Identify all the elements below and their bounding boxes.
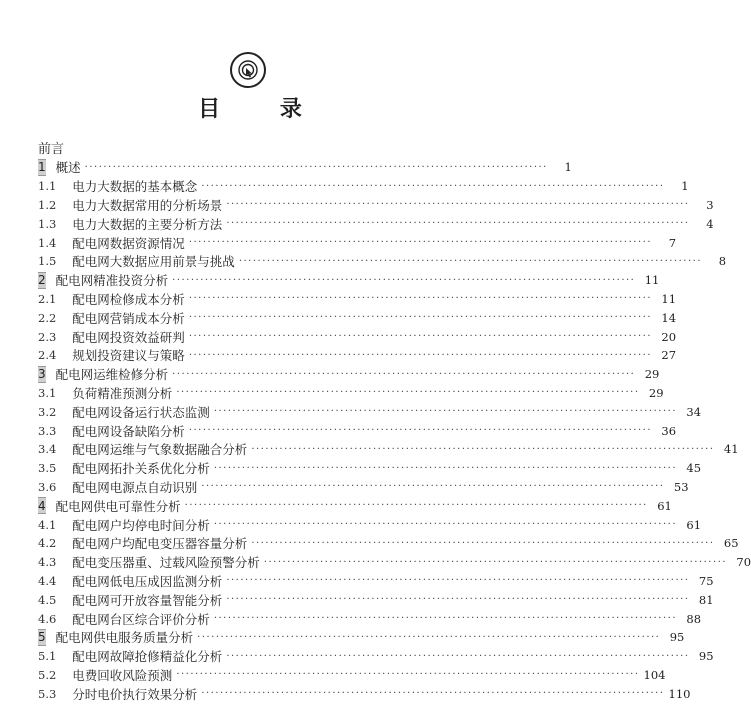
toc-entry-title: 配电网运维与气象数据融合分析 [72,442,248,458]
section-number: 4.5 [38,592,57,607]
toc-entry-title: 配电网营销成本分析 [72,310,185,326]
toc-entry-title: 配电网低电压成因监测分析 [72,573,223,589]
section-number: 4.4 [38,573,57,588]
toc-entry-title: 配电网大数据应用前景与挑战 [72,254,235,270]
toc-entry-title: 配电网设备缺陷分析 [72,423,185,439]
chapter-number: 1 [38,160,46,175]
toc-section-row[interactable] [38,327,677,346]
page-number: 81 [698,592,714,607]
toc-chapter-row[interactable] [38,365,660,384]
leader-dots: ··································································································· [226,575,690,587]
leader-dots: ··································································································· [188,237,653,249]
toc-entry-title: 配电网供电服务质量分析 [55,630,194,646]
toc-entry-title: 配电网精准投资分析 [55,273,169,289]
leader-dots: ··································································································· [176,387,640,399]
leader-dots: ··································································································· [263,556,728,568]
toc-section-row[interactable] [38,609,702,628]
section-number: 3.4 [38,442,57,457]
toc-entry-title: 配电网户均配电变压器容量分析 [72,536,248,552]
chapter-number: 5 [38,630,46,645]
toc-entry-title: 配电网故障抢修精益化分析 [72,649,223,665]
toc-entry-title: 配电网投资效益研判 [72,329,185,345]
section-number: 1.1 [38,179,57,194]
toc-section-row[interactable] [38,252,727,271]
page-number: 70 [736,555,751,570]
page-title: 目 录 [198,96,328,122]
section-number: 1.2 [38,197,57,212]
page-number: 3 [706,197,714,212]
toc-section-row[interactable] [38,440,739,459]
toc-section-row[interactable] [38,553,751,572]
chapter-number: 4 [38,498,46,513]
section-number: 5.3 [38,686,57,701]
leader-dots: ··································································································· [176,669,640,681]
leader-dots: ··································································································· [172,274,636,286]
page-number: 110 [668,686,691,701]
toc-chapter-row[interactable] [38,628,685,647]
toc-section-row[interactable] [38,177,689,196]
leader-dots: ··································································································· [226,650,690,662]
leader-dots: ··································································································· [251,443,715,455]
touch-logo-icon [230,52,266,88]
section-number: 5.2 [38,667,57,682]
toc-entry-title: 电力大数据常用的分析场景 [72,197,223,213]
leader-dots: ··································································································· [238,255,703,267]
toc-section-row[interactable] [38,478,689,497]
toc-section-row[interactable] [38,515,702,534]
page-number: 61 [686,517,702,532]
leader-dots: ··································································································· [251,537,715,549]
toc-section-row[interactable] [38,534,739,553]
toc-chapter-row[interactable] [38,496,672,515]
leader-dots: ··································································································· [213,519,678,531]
chapter-number: 3 [38,367,46,382]
toc-section-row[interactable] [38,233,677,252]
toc-section-row[interactable] [38,572,714,591]
toc-section-row[interactable] [38,384,664,403]
page-number: 8 [718,254,727,269]
toc-section-row[interactable] [38,346,677,365]
leader-dots: ··································································································· [213,462,678,474]
page-number: 1 [681,179,689,194]
toc-entry-title: 电费回收风险预测 [72,667,173,683]
section-number: 3.1 [38,385,57,400]
leader-dots: ··································································································· [188,349,653,361]
toc-section-row[interactable] [38,308,677,327]
leader-dots: ··································································································· [184,500,648,512]
section-number: 3.5 [38,461,57,476]
leader-dots: ··································································································· [213,406,678,418]
page-number: 34 [686,404,702,419]
toc-section-row[interactable] [38,666,666,685]
page-number: 95 [669,630,685,645]
section-number: 4.6 [38,611,57,626]
page-number: 4 [706,216,714,231]
leader-dots: ··································································································· [197,631,661,643]
page-number: 1 [564,160,572,175]
toc-entry-title: 配电变压器重、过载风险预警分析 [72,555,260,571]
page-number: 88 [686,611,702,626]
toc-entry-title: 电力大数据的基本概念 [72,179,198,195]
toc-entry-title: 配电网供电可靠性分析 [55,498,181,514]
page-number: 29 [648,385,664,400]
toc-entry-title: 配电网检修成本分析 [72,291,185,307]
leader-dots: ··································································································· [188,425,653,437]
toc-section-row[interactable] [38,647,714,666]
toc-entry-title: 配电网拓扑关系优化分析 [72,461,210,477]
page-number: 65 [723,536,739,551]
leader-dots: ··································································································· [188,293,653,305]
toc-entry-title: 规划投资建议与策略 [72,348,185,364]
section-number: 1.3 [38,216,57,231]
page-number: 7 [668,235,677,250]
page-number: 29 [644,367,660,382]
leader-dots: ··································································································· [226,594,690,606]
toc-chapter-row[interactable] [38,271,660,290]
page-number: 53 [673,479,689,494]
toc-entry-title: 分时电价执行效果分析 [72,686,198,702]
leader-dots: ··································································································· [226,199,690,211]
section-number: 2.4 [38,348,57,363]
toc-section-row[interactable] [38,590,714,609]
page-number: 95 [698,649,714,664]
page-number: 41 [723,442,739,457]
toc-entry-title: 负荷精准预测分析 [72,385,173,401]
leader-dots: ··································································································· [188,312,653,324]
section-number: 3.3 [38,423,57,438]
section-number: 1.5 [38,254,57,269]
toc-entry-title: 概述 [55,160,81,176]
toc-section-row[interactable] [38,684,691,703]
toc-chapter-row[interactable] [38,158,572,177]
toc-entry-title: 配电网台区综合评价分析 [72,611,210,627]
page-number: 14 [661,310,677,325]
toc-section-row[interactable] [38,421,677,440]
page-number: 104 [643,667,666,682]
leader-dots: ··································································································· [172,368,636,380]
page-number: 36 [661,423,677,438]
toc-entry-title: 电力大数据的主要分析方法 [72,216,223,232]
section-number: 3.2 [38,404,57,419]
preface-entry[interactable]: 前言 [38,142,65,157]
chapter-number: 2 [38,273,46,288]
leader-dots: ··································································································· [226,218,690,230]
section-number: 1.4 [38,235,57,250]
section-number: 4.3 [38,555,57,570]
page-number: 61 [657,498,672,513]
page-number: 27 [661,348,677,363]
page-number: 11 [644,273,660,288]
section-number: 2.1 [38,291,57,306]
toc-entry-title: 配电网可开放容量智能分析 [72,592,223,608]
page-number: 20 [661,329,677,344]
section-number: 5.1 [38,649,57,664]
leader-dots: ··································································································· [188,331,653,343]
toc-entry-title: 配电网户均停电时间分析 [72,517,210,533]
leader-dots: ··································································································· [201,688,665,700]
toc-section-row[interactable] [38,459,702,478]
page-number: 75 [698,573,714,588]
page-number: 45 [686,461,702,476]
section-number: 4.1 [38,517,57,532]
toc-section-row[interactable] [38,196,714,215]
page-number: 11 [661,291,677,306]
leader-dots: ··································································································· [201,481,665,493]
toc-section-row[interactable] [38,290,677,309]
leader-dots: ··································································································· [201,180,665,192]
leader-dots: ··································································································· [84,161,548,173]
section-number: 2.3 [38,329,57,344]
table-of-contents [38,158,751,703]
toc-entry-title: 配电网电源点自动识别 [72,479,198,495]
section-number: 2.2 [38,310,57,325]
section-number: 3.6 [38,479,57,494]
section-number: 4.2 [38,536,57,551]
toc-section-row[interactable] [38,402,702,421]
toc-entry-title: 配电网运维检修分析 [55,367,169,383]
toc-entry-title: 配电网设备运行状态监测 [72,404,210,420]
toc-entry-title: 配电网数据资源情况 [72,235,185,251]
leader-dots: ··································································································· [213,613,678,625]
toc-section-row[interactable] [38,214,714,233]
